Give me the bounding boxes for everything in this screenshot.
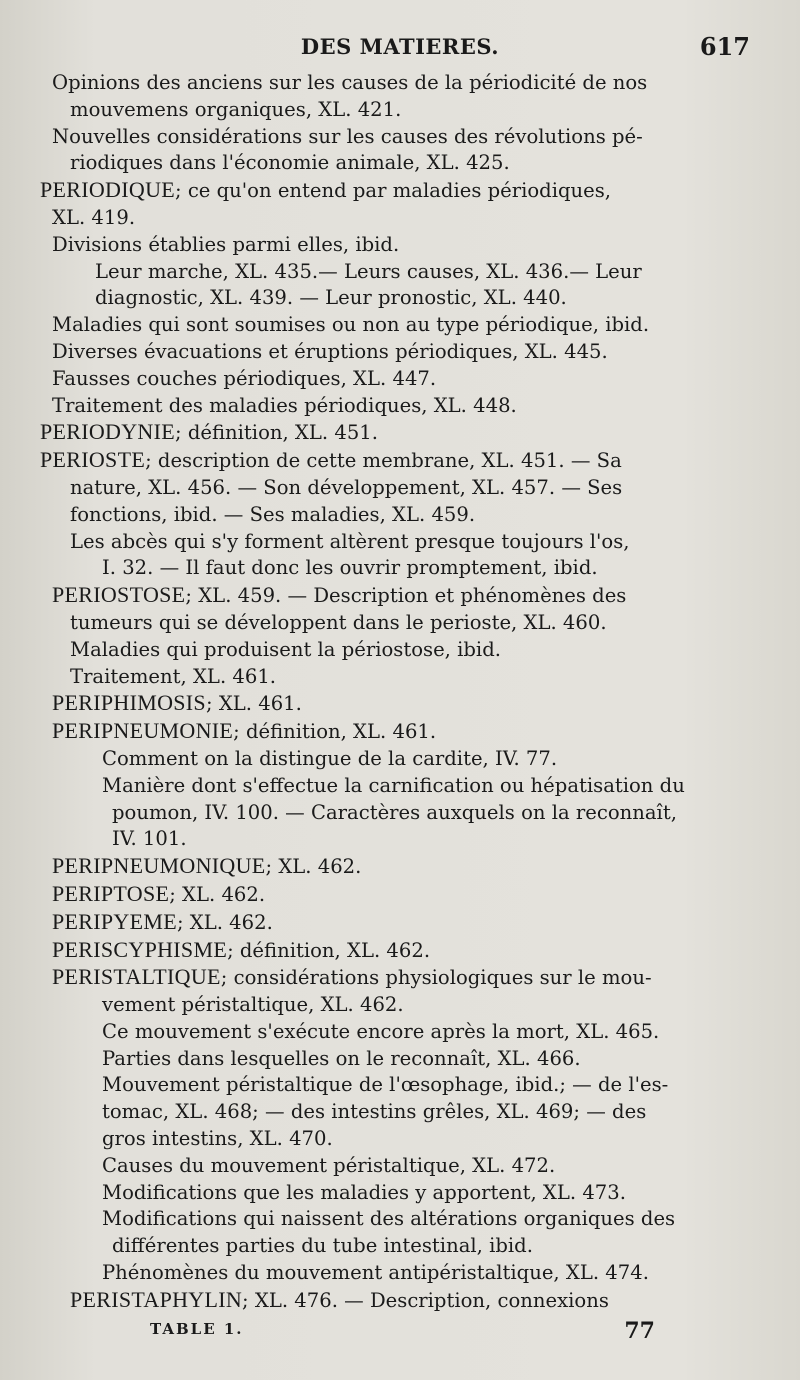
index-headword-line (40, 881, 760, 909)
index-entry-line (40, 746, 760, 773)
entry-text: Opinions des anciens sur les causes de la périodicité de nos (52, 71, 648, 94)
index-entry-line (40, 1206, 760, 1233)
headword: PERIPHIMOSIS (52, 690, 206, 716)
entry-text: ; définition, XL. 462. (227, 938, 431, 962)
index-headword-line (40, 447, 760, 475)
headword: PERISCYPHISME (52, 936, 228, 962)
headword: PERISTAPHYLIN (70, 1286, 243, 1312)
entry-text: ; XL. 462. (176, 910, 273, 934)
entry-text: ; ce qu'on entend par maladies périodiques, (175, 179, 612, 203)
entry-text: Ce mouvement s'exécute encore après la mort, XL. 465. (102, 1019, 660, 1043)
index-headword-line (40, 909, 760, 937)
entry-text: gros intestins, XL. 470. (102, 1127, 333, 1151)
entry-text: ; XL. 461. (205, 692, 302, 716)
index-entry-line (40, 366, 760, 393)
entry-text: Mouvement péristaltique de l'œsophage, ibid.; — de l'es- (102, 1073, 669, 1097)
entry-text: Phénomènes du mouvement antipéristaltique, XL. 474. (102, 1261, 649, 1285)
entry-text: ; description de cette membrane, XL. 451. — Sa (145, 449, 622, 473)
index-headword-line (40, 177, 760, 205)
index-entry-line (40, 97, 760, 124)
entry-text: Nouvelles considérations sur les causes des révolutions pé- (52, 124, 643, 148)
index-entry-line (40, 124, 760, 151)
entry-text: mouvemens organiques, XL. 421. (70, 97, 402, 121)
index-headword-line (40, 690, 760, 718)
entry-text: Maladies qui produisent la périostose, ibid. (70, 637, 501, 661)
index-entry-line (40, 312, 760, 339)
index-entry-line (40, 205, 760, 232)
entry-text: IV. 101. (112, 827, 187, 851)
headword: PERIPYEME (52, 908, 177, 934)
index-entry-line (40, 1153, 760, 1180)
index-entry-line (40, 1046, 760, 1073)
index-headword-line (40, 964, 760, 992)
index-entry-line (40, 70, 760, 97)
entry-text: Les abcès qui s'y forment altèrent presque toujours l'os, (70, 529, 630, 553)
entry-text: Parties dans lesquelles on le reconnaît, XL. 466. (102, 1046, 581, 1070)
index-entry-line (40, 1019, 760, 1046)
index-entry-line (40, 475, 760, 502)
entry-text: tumeurs qui se développent dans le perioste, XL. 460. (70, 610, 607, 634)
entry-text: diagnostic, XL. 439. — Leur pronostic, XL. 440. (95, 286, 567, 310)
index-entry-line (40, 502, 760, 529)
entry-text: Causes du mouvement péristaltique, XL. 472. (102, 1153, 556, 1177)
entry-text: I. 32. — Il faut donc les ouvrir promptement, ibid. (102, 556, 598, 580)
headword: PERIODIQUE (40, 177, 175, 203)
entry-text: vement péristaltique, XL. 462. (102, 993, 404, 1017)
headword: PERIODYNIE (40, 419, 175, 445)
entry-text: ; définition, XL. 451. (175, 421, 378, 445)
index-entry-line (40, 1260, 760, 1287)
index-entry-line (40, 1126, 760, 1153)
entry-text: ; définition, XL. 461. (233, 720, 437, 744)
headword: PERIPNEUMONIQUE (52, 853, 266, 879)
index-entry-line (40, 285, 760, 312)
index-entry-line (40, 610, 760, 637)
index-headword-line (40, 582, 760, 610)
index-entry-line (40, 232, 760, 259)
index-entry-line (40, 664, 760, 691)
headword: PERIPTOSE (52, 880, 170, 906)
index-entry-line (40, 1072, 760, 1099)
index-entry-line (40, 773, 760, 800)
running-title: DES MATIERES. (300, 34, 500, 59)
index-entry-line (40, 529, 760, 556)
entry-text: riodiques dans l'économie animale, XL. 425. (70, 151, 510, 175)
page-footer (40, 1318, 760, 1358)
index-entry-line (40, 150, 760, 177)
entry-text: Traitement, XL. 461. (70, 664, 277, 688)
entry-text: ; XL. 459. — Description et phénomènes des (185, 584, 627, 608)
entry-text: Leur marche, XL. 435.— Leurs causes, XL. 436.— Leur (95, 259, 642, 283)
entry-text: Traitement des maladies périodiques, XL. 448. (52, 393, 517, 417)
headword: PERIOSTOSE (52, 582, 186, 608)
index-entry-line (40, 339, 760, 366)
entry-text: poumon, IV. 100. — Caractères auxquels on la reconnaît, (112, 800, 677, 824)
entry-text: tomac, XL. 468; — des intestins grêles, XL. 469; — des (102, 1100, 647, 1124)
entry-text: Modifications qui naissent des altérations organiques des (102, 1207, 676, 1231)
index-headword-line (40, 937, 760, 965)
index-entries (40, 70, 760, 1315)
entry-text: nature, XL. 456. — Son développement, XL. 457. — Ses (70, 475, 623, 499)
entry-text: Manière dont s'effectue la carnification ou hépatisation du (102, 773, 685, 797)
index-entry-line (40, 1233, 760, 1260)
index-headword-line (40, 853, 760, 881)
entry-text: différentes parties du tube intestinal, ibid. (112, 1234, 533, 1258)
entry-text: fonctions, ibid. — Ses maladies, XL. 459. (70, 502, 476, 526)
index-headword-line (40, 718, 760, 746)
headword: PERISTALTIQUE (52, 964, 221, 990)
page-number: 617 (699, 32, 750, 61)
index-entry-line (40, 1180, 760, 1207)
signature-mark: TABLE 1. (150, 1320, 244, 1338)
entry-text: XL. 419. (52, 205, 136, 229)
headword: PERIPNEUMONIE (52, 718, 234, 744)
index-entry-line (40, 259, 760, 286)
index-entry-line (40, 1099, 760, 1126)
index-headword-line (40, 1287, 760, 1315)
entry-text: Diverses évacuations et éruptions périodiques, XL. 445. (52, 339, 608, 363)
entry-text: Comment on la distingue de la cardite, IV. 77. (102, 746, 558, 770)
index-headword-line (40, 419, 760, 447)
entry-text: ; XL. 462. (265, 855, 362, 879)
page-header (40, 32, 760, 70)
index-entry-line (40, 992, 760, 1019)
gathering-number: 77 (624, 1318, 655, 1344)
index-entry-line (40, 555, 760, 582)
entry-text: Modifications que les maladies y apportent, XL. 473. (102, 1180, 626, 1204)
entry-text: ; XL. 476. — Description, connexions (242, 1288, 609, 1312)
index-entry-line (40, 800, 760, 827)
entry-text: ; XL. 462. (169, 882, 266, 906)
entry-text: Maladies qui sont soumises ou non au type périodique, ibid. (52, 313, 650, 337)
entry-text: Divisions établies parmi elles, ibid. (52, 232, 400, 256)
entry-text: Fausses couches périodiques, XL. 447. (52, 366, 437, 390)
index-entry-line (40, 637, 760, 664)
headword: PERIOSTE (40, 447, 146, 473)
entry-text: ; considérations physiologiques sur le mou- (220, 966, 652, 990)
index-entry-line (40, 826, 760, 853)
index-entry-line (40, 393, 760, 420)
